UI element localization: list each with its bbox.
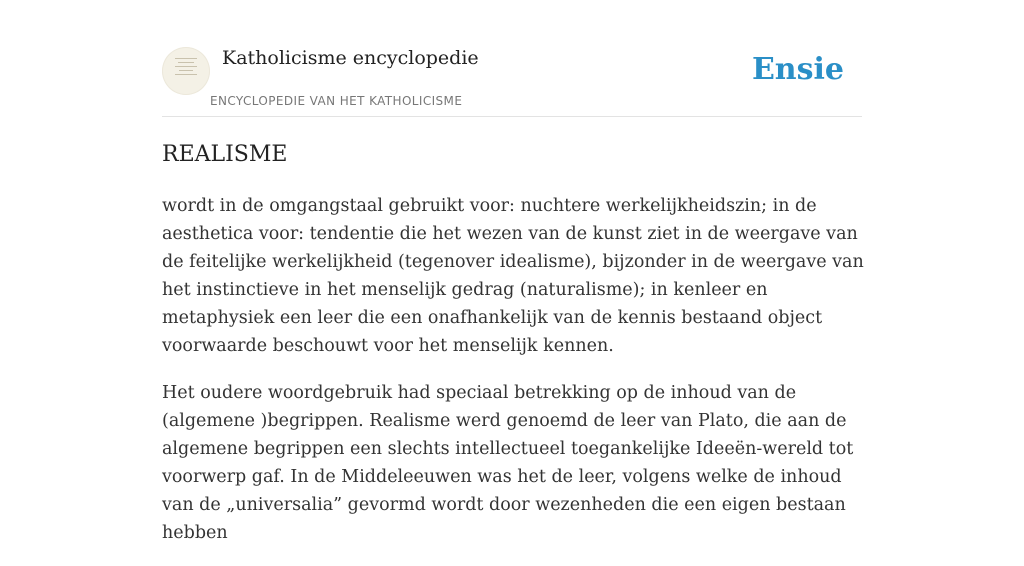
article-title: REALISME bbox=[162, 142, 288, 167]
article-paragraph: wordt in de omgangstaal gebruikt voor: nuchtere werkelijkheidszin; in de aesthetica voor: tendentie die het wezen van de kunst ziet in de weergave van de feitelijke werkelijkheid (tegenover idealisme), bijzonder in de weergave van het instinctieve in het menselijk gedrag (naturalisme); in kenleer en metaphysiek een leer die een onafhankelijk van de kennis bestaand object voorwaarde beschouwt voor het menselijk kennen. bbox=[162, 196, 864, 356]
cover-lines-decoration bbox=[175, 55, 197, 78]
ensie-logo-link[interactable]: Ensie bbox=[751, 52, 844, 87]
encyclopedia-title[interactable]: Katholicisme encyclopedie bbox=[222, 47, 479, 69]
encyclopedia-cover-thumbnail[interactable] bbox=[162, 47, 210, 95]
article-body bbox=[162, 192, 864, 566]
site-header bbox=[162, 40, 862, 117]
encyclopedia-subtitle: ENCYCLOPEDIE VAN HET KATHOLICISME bbox=[210, 94, 463, 108]
article-paragraph: Het oudere woordgebruik had speciaal betrekking op de inhoud van de (algemene )begrippen. Realisme werd genoemd de leer van Plato, die aan de algemene begrippen een slechts intellectueel toegankelijke Ideeën-wereld tot voorwerp gaf. In de Middeleeuwen was het de leer, volgens welke de inhoud van de „universalia” gevormd wordt door wezenheden die een eigen bestaan hebben bbox=[162, 383, 854, 543]
